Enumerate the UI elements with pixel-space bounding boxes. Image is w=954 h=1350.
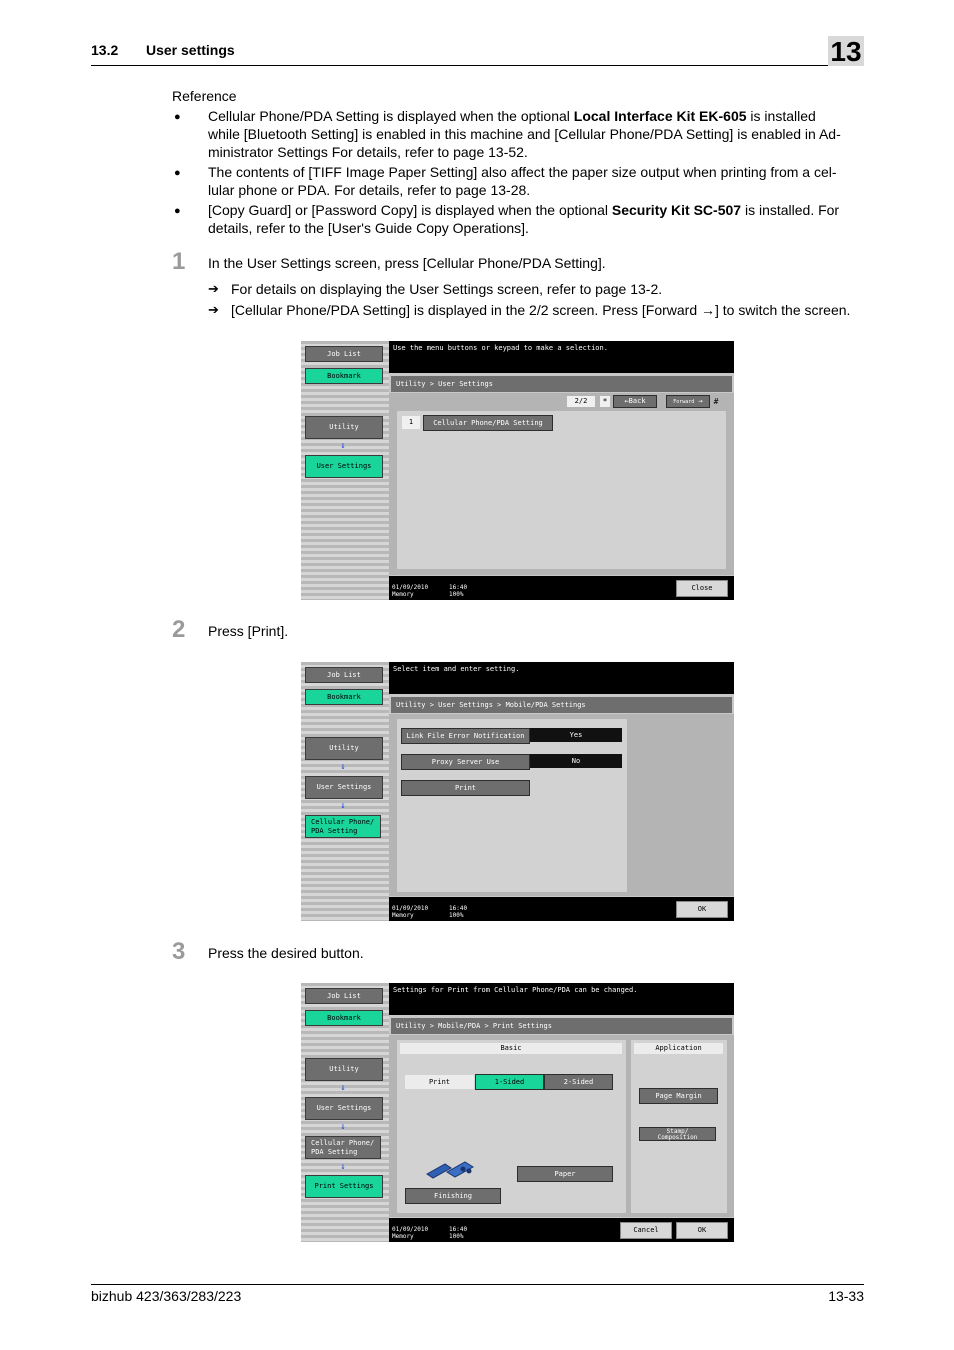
breadcrumb: Utility > User Settings xyxy=(391,376,732,392)
down-arrow-icon: ↓ xyxy=(340,1083,346,1093)
down-arrow-icon: ↓ xyxy=(340,1162,346,1172)
date-time xyxy=(392,905,428,919)
section-title: User settings xyxy=(146,42,235,58)
bullet-dot: ● xyxy=(174,205,181,217)
user-settings-button[interactable]: User Settings xyxy=(305,776,383,799)
stapler-icon xyxy=(425,1158,481,1182)
label-line: Stamp/ xyxy=(666,1128,689,1135)
bullet-line xyxy=(208,107,841,125)
screenshot-user-settings xyxy=(301,341,734,600)
cancel-button[interactable]: Cancel xyxy=(620,1222,672,1239)
step-number: 3 xyxy=(172,938,186,965)
product-name: Security Kit SC-507 xyxy=(611,202,742,218)
message-bar: Select item and enter setting. xyxy=(389,662,734,694)
bookmark-button[interactable]: Bookmark xyxy=(305,368,383,384)
status-bar xyxy=(389,1218,734,1242)
job-list-button[interactable]: Job List xyxy=(305,346,383,362)
step-text: Press the desired button. xyxy=(208,945,364,961)
two-sided-button[interactable]: 2-Sided xyxy=(544,1074,613,1090)
link-file-error-value: Yes xyxy=(530,728,622,742)
status-bar xyxy=(389,576,734,600)
bullet-line: lular phone or PDA. For details, refer to page 13-28. xyxy=(208,182,531,198)
step-text: In the User Settings screen, press [Cellular Phone/PDA Setting]. xyxy=(208,255,606,271)
bullet-line xyxy=(208,201,839,219)
memory-value: 100% xyxy=(449,1233,464,1240)
reference-bullet-3 xyxy=(208,201,839,237)
link-file-error-notification-button[interactable]: Link File Error Notification xyxy=(401,728,530,744)
time: 16:40 xyxy=(449,905,468,912)
close-button[interactable]: Close xyxy=(676,580,728,597)
down-arrow-icon: ↓ xyxy=(340,441,346,451)
memory-value: 100% xyxy=(449,912,464,919)
time-memory xyxy=(449,905,467,919)
hash-icon: * xyxy=(600,396,610,407)
ok-button[interactable]: OK xyxy=(676,901,728,918)
product-name: Local Interface Kit EK-605 xyxy=(573,108,747,124)
cellular-phone-pda-setting-button[interactable] xyxy=(305,815,381,838)
bullet-line: details, refer to the [User's Guide Copy Operations]. xyxy=(208,220,529,236)
proxy-server-use-value: No xyxy=(530,754,622,768)
hash-icon: # xyxy=(713,397,719,406)
user-settings-button[interactable]: User Settings xyxy=(305,455,383,478)
arrow-icon: ➔ xyxy=(208,281,219,296)
page-margin-button[interactable]: Page Margin xyxy=(639,1088,718,1104)
proxy-server-use-button[interactable]: Proxy Server Use xyxy=(401,754,530,770)
bullet-line: ministrator Settings For details, refer to page 13-52. xyxy=(208,144,528,160)
date-time xyxy=(392,1226,428,1240)
date: 01/09/2010 xyxy=(392,584,429,591)
ok-button[interactable]: OK xyxy=(676,1222,728,1239)
bullet-line: The contents of [TIFF Image Paper Setting] also affect the paper size output when printing from a cel- xyxy=(208,164,837,180)
footer-rule xyxy=(91,1284,864,1285)
job-list-button[interactable]: Job List xyxy=(305,667,383,683)
time-memory xyxy=(449,1226,467,1240)
cellular-phone-pda-setting-button[interactable] xyxy=(305,1136,381,1159)
footer-model: bizhub 423/363/283/223 xyxy=(91,1288,242,1304)
utility-button[interactable]: Utility xyxy=(305,416,383,439)
time-memory xyxy=(449,584,467,598)
reference-bullet-1 xyxy=(208,107,841,161)
cellular-phone-pda-setting-button[interactable]: Cellular Phone/PDA Setting xyxy=(423,415,553,431)
time: 16:40 xyxy=(449,1226,468,1233)
date: 01/09/2010 xyxy=(392,1226,429,1233)
bullet-line: while [Bluetooth Setting] is enabled in this machine and [Cellular Phone/PDA Setting] is enabled in Ad- xyxy=(208,126,841,142)
text-run: Cellular Phone/PDA Setting is displayed when the optional xyxy=(208,108,574,124)
step-note: [Cellular Phone/PDA Setting] is displayed in the 2/2 screen. Press [Forward →] to switch the screen. xyxy=(231,302,851,318)
header-rule xyxy=(91,65,864,66)
message-bar: Settings for Print from Cellular Phone/PDA can be changed. xyxy=(389,983,734,1015)
time: 16:40 xyxy=(449,584,468,591)
forward-label: Forward xyxy=(673,399,695,405)
bullet-dot: ● xyxy=(174,111,181,123)
down-arrow-icon: ↓ xyxy=(340,762,346,772)
arrow-icon: ➔ xyxy=(208,302,219,317)
label-line: PDA Setting xyxy=(311,827,358,835)
one-sided-button[interactable]: 1-Sided xyxy=(475,1074,544,1090)
back-arrow-icon: ← xyxy=(624,397,629,405)
label-line: Cellular Phone/ xyxy=(311,818,375,826)
print-button[interactable]: Print xyxy=(401,780,530,796)
finishing-button[interactable]: Finishing xyxy=(405,1188,501,1204)
stamp-composition-button[interactable] xyxy=(639,1127,716,1141)
date: 01/09/2010 xyxy=(392,905,429,912)
section-number: 13.2 xyxy=(91,42,119,58)
utility-button[interactable]: Utility xyxy=(305,737,383,760)
text-run: is installed. For xyxy=(741,202,840,218)
job-list-button[interactable]: Job List xyxy=(305,988,383,1004)
bookmark-button[interactable]: Bookmark xyxy=(305,1010,383,1026)
screenshot-mobile-pda-settings xyxy=(301,662,734,921)
item-number: 1 xyxy=(402,416,420,429)
text-run: is installed xyxy=(746,108,816,124)
text-run: [Copy Guard] or [Password Copy] is displayed when the optional xyxy=(208,202,612,218)
down-arrow-icon: ↓ xyxy=(340,1122,346,1132)
memory-label: Memory xyxy=(392,591,414,598)
message-bar: Use the menu buttons or keypad to make a selection. xyxy=(389,341,734,373)
basic-header: Basic xyxy=(400,1043,622,1054)
memory-label: Memory xyxy=(392,1233,414,1240)
screenshot-print-settings xyxy=(301,983,734,1242)
settings-panel xyxy=(397,719,627,892)
memory-label: Memory xyxy=(392,912,414,919)
label-line: Composition xyxy=(657,1134,698,1141)
forward-arrow-icon: → xyxy=(698,397,703,405)
page-indicator: 2/2 xyxy=(567,396,595,407)
label-line: PDA Setting xyxy=(311,1148,358,1156)
back-label: Back xyxy=(628,397,646,405)
memory-value: 100% xyxy=(449,591,464,598)
reference-bullet-2 xyxy=(208,163,837,199)
item-list-panel xyxy=(397,411,726,569)
user-settings-button[interactable]: User Settings xyxy=(305,1097,383,1120)
breadcrumb: Utility > User Settings > Mobile/PDA Settings xyxy=(391,697,732,713)
bullet-dot: ● xyxy=(174,167,181,179)
step-text: Press [Print]. xyxy=(208,623,289,639)
print-label: Print xyxy=(405,1075,474,1089)
step-note: For details on displaying the User Settings screen, refer to page 13-2. xyxy=(231,281,663,297)
date-time xyxy=(392,584,428,598)
status-bar xyxy=(389,897,734,921)
footer-page-number: 13-33 xyxy=(828,1288,864,1304)
application-header: Application xyxy=(634,1043,723,1054)
utility-button[interactable]: Utility xyxy=(305,1058,383,1081)
step-number: 1 xyxy=(172,248,186,275)
bookmark-button[interactable]: Bookmark xyxy=(305,689,383,705)
label-line: Cellular Phone/ xyxy=(311,1139,375,1147)
reference-label: Reference xyxy=(172,88,237,104)
back-button[interactable] xyxy=(613,395,657,408)
down-arrow-icon: ↓ xyxy=(340,801,346,811)
paper-button[interactable]: Paper xyxy=(517,1166,613,1182)
chapter-number: 13 xyxy=(828,36,864,66)
forward-button[interactable] xyxy=(666,395,710,408)
print-settings-button[interactable]: Print Settings xyxy=(305,1175,383,1198)
breadcrumb: Utility > Mobile/PDA > Print Settings xyxy=(391,1018,732,1034)
step-number: 2 xyxy=(172,616,186,643)
